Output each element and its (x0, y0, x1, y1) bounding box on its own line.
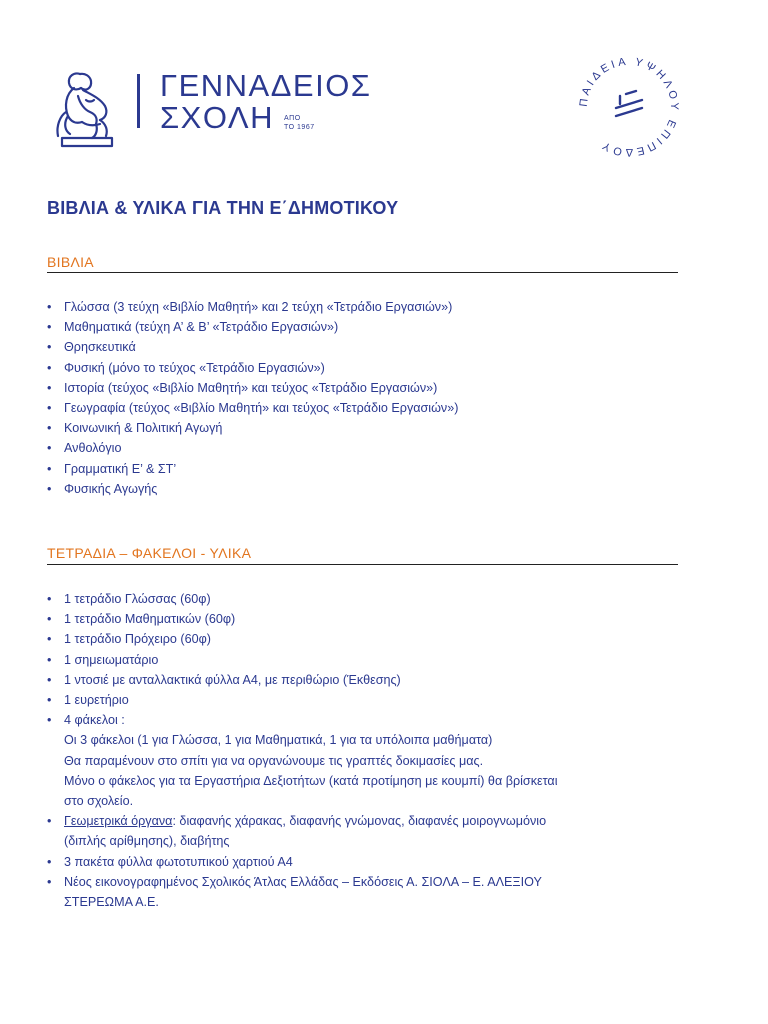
list-item: • Γλώσσα (3 τεύχη «Βιβλίο Μαθητή» και 2 τεύχη «Τετράδιο Εργασιών») (47, 297, 458, 317)
svg-text:ΠΑΙΔΕΙΑ ΥΨΗΛΟΥ ΕΠΙΠΕΔΟΥ (578, 56, 680, 158)
list-item: • Γραμματική Ε’ & ΣΤ’ (47, 459, 458, 479)
folders-line2: Θα παραμένουν στο σπίτι για να οργανώνουμε τις γραπτές δοκιμασίες μας. (64, 753, 484, 768)
folders-line3: Μόνο ο φάκελος για τα Εργαστήρια Δεξιοτήτων (κατά προτίμηση με κουμπί) θα βρίσκεται (64, 773, 558, 788)
list-item: • 1 τετράδιο Μαθηματικών (60φ) (47, 609, 558, 629)
school-name-line2: ΣΧΟΛΗ (160, 100, 274, 135)
seal-text: ΠΑΙΔΕΙΑ ΥΨΗΛΟΥ ΕΠΙΠΕΔΟΥ (577, 55, 681, 159)
school-name-line2-row (160, 102, 371, 134)
quality-seal-logo (570, 48, 688, 166)
list-item: • Φυσική (μόνο το τεύχος «Τετράδιο Εργασιών») (47, 358, 458, 378)
page-title: ΒΙΒΛΙΑ & ΥΛΙΚΑ ΓΙΑ ΤΗΝ Ε΄ΔΗΜΟΤΙΚΟΥ (47, 198, 399, 218)
books-divider (47, 272, 678, 273)
list-item: • Ιστορία (τεύχος «Βιβλίο Μαθητή» και τεύχος «Τετράδιο Εργασιών») (47, 378, 458, 398)
atlas-line2: ΣΤΕΡΕΩΜΑ Α.Ε. (64, 895, 159, 910)
geometry-label: Γεωμετρικά όργανα (64, 814, 173, 829)
materials-divider (47, 564, 678, 565)
list-item: • 1 τετράδιο Πρόχειρο (60φ) (47, 629, 558, 649)
geometry-text2: (διπλής αρίθμησης), διαβήτης (64, 834, 230, 849)
list-item: • 1 τετράδιο Γλώσσας (60φ) (47, 589, 558, 609)
list-item: • Θρησκευτικά (47, 337, 458, 357)
materials-list (47, 589, 558, 912)
list-item: • Φυσικής Αγωγής (47, 479, 458, 499)
list-item: • Γεωγραφία (τεύχος «Βιβλίο Μαθητή» και τεύχος «Τετράδιο Εργασιών») (47, 398, 458, 418)
since-line1: ΑΠΟ (284, 115, 301, 122)
folders-line4: στο σχολείο. (64, 794, 134, 809)
school-name-line1: ΓΕΝΝΑΔΕΙΟΣ (160, 68, 372, 103)
folders-label: • 4 φάκελοι : (64, 713, 125, 728)
list-item: • Ανθολόγιο (47, 438, 458, 458)
thinker-statue-logo (50, 66, 124, 148)
list-item: • 3 πακέτα φύλλα φωτοτυπικού χαρτιού Α4 (47, 852, 558, 872)
since-year (284, 114, 315, 132)
list-item: • Κοινωνική & Πολιτική Αγωγή (47, 418, 458, 438)
list-item: • 1 ντοσιέ με ανταλλακτικά φύλλα Α4, με περιθώριο (Έκθεσης) (47, 670, 558, 690)
list-item: • 1 ευρετήριο (47, 690, 558, 710)
books-heading: ΒΙΒΛΙΑ (47, 254, 94, 270)
logo-divider (137, 74, 140, 128)
books-list (47, 297, 458, 499)
school-name (160, 70, 371, 134)
materials-heading: ΤΕΤΡΑΔΙΑ – ΦΑΚΕΛΟΙ - ΥΛΙΚΑ (47, 545, 252, 561)
since-line2: ΤΟ 1967 (284, 124, 315, 131)
list-item-atlas (47, 872, 558, 912)
atlas-line1: • Νέος εικονογραφημένος Σχολικός Άτλας Ελλάδας – Εκδόσεις Α. ΣΙΟΛΑ – Ε. ΑΛΕΞΙΟΥ (64, 874, 542, 889)
list-item: • Μαθηματικά (τεύχη Α’ & Β’ «Τετράδιο Εργασιών») (47, 317, 458, 337)
list-item-folders (47, 710, 558, 811)
geometry-text1: : διαφανής χάρακας, διαφανής γνώμονας, διαφανές μοιρογνωμόνιο (172, 814, 547, 829)
list-item: • 1 σημειωματάριο (47, 650, 558, 670)
list-item-geometry (47, 811, 558, 851)
folders-line1: Οι 3 φάκελοι (1 για Γλώσσα, 1 για Μαθηματικά, 1 για τα υπόλοιπα μαθήματα) (64, 733, 493, 748)
